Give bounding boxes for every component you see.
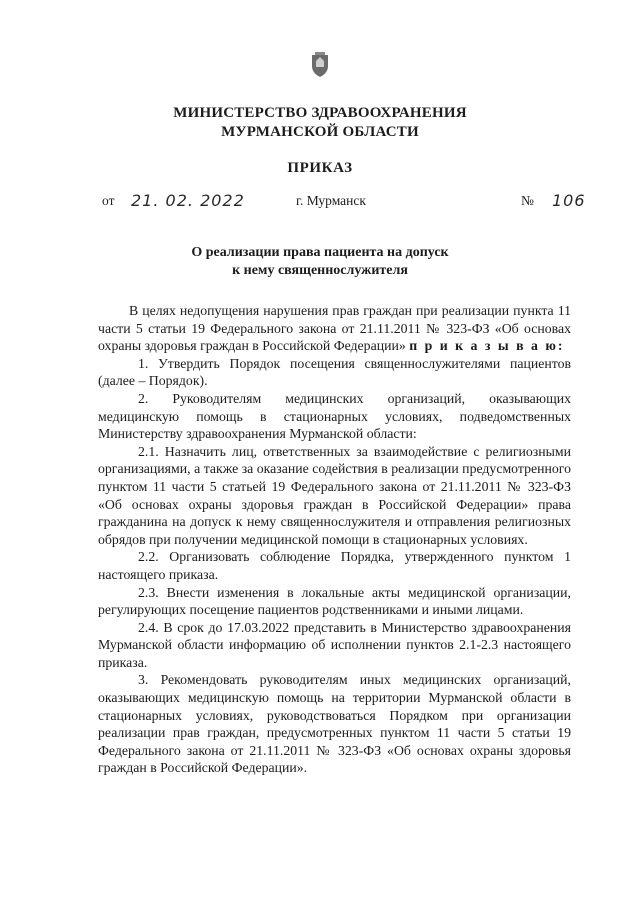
document-subject xyxy=(0,244,640,280)
item-2-1: 2.1. Назначить лиц, ответственных за взаимодействие с религиозными организациями, а также за оказание содействия в реализации предусмотренного пунктом 11 части 5 статьей 19 Федерального закона от 21.11.2011 № 323-ФЗ «Об основах охраны здоровья граждан в Российской Федерации» права гражданина на допуск к нему священнослужителя и отправления религиозных обрядов при получении медицинской помощи в стационарных условиях. xyxy=(98,443,571,547)
document-type: ПРИКАЗ xyxy=(287,160,353,176)
order-word: п р и к а з ы в а ю: xyxy=(409,338,565,354)
date-prefix: от xyxy=(102,193,115,208)
handwritten-number: 106 xyxy=(552,191,586,210)
city: г. Мурманск xyxy=(296,193,366,208)
document-body xyxy=(98,302,571,777)
subject-line-1: О реализации права пациента на допуск xyxy=(191,245,449,260)
intro-paragraph xyxy=(98,302,571,355)
item-1: 1. Утвердить Порядок посещения священнослужителями пациентов (далее – Порядок). xyxy=(98,355,571,389)
number-prefix: № xyxy=(521,193,534,208)
intro-text: В целях недопущения нарушения прав граждан при реализации пункта 11 части 5 статьи 19 Федерального закона от 21.11.2011 № 323-ФЗ «Об основах охраны здоровья граждан в Российской Федерации» xyxy=(98,303,571,354)
item-2-4: 2.4. В срок до 17.03.2022 представить в Министерство здравоохранения Мурманской области информацию об исполнении пунктов 2.1-2.3 настоящего приказа. xyxy=(98,619,571,670)
item-3: 3. Рекомендовать руководителям иных медицинских организаций, оказывающих медицинскую помощь на территории Мурманской области в стационарных условиях, руководствоваться Порядком при организации реализации прав граждан, предусмотренных пунктом 11 части 5 статьи 19 Федерального закона от 21.11.2011 № 323-ФЗ «Об основах охраны здоровья граждан в Российской Федерации». xyxy=(98,672,571,776)
subject-line-2: к нему священнослужителя xyxy=(232,263,408,278)
ministry-title xyxy=(0,104,640,142)
ministry-line-1: МИНИСТЕРСТВО ЗДРАВООХРАНЕНИЯ xyxy=(173,105,467,121)
handwritten-date: 21. 02. 2022 xyxy=(131,191,245,210)
item-2-2: 2.2. Организовать соблюдение Порядка, утвержденного пунктом 1 настоящего приказа. xyxy=(98,549,571,582)
item-2-3: 2.3. Внести изменения в локальные акты медицинской организации, регулирующих посещение пациентов родственниками и иными лицами. xyxy=(98,584,571,618)
item-2: 2. Руководителям медицинских организаций, оказывающих медицинскую помощь в стационарных условиях, подведомственных Министерству здравоохранения Мурманской области: xyxy=(98,390,571,442)
ministry-line-2: МУРМАНСКОЙ ОБЛАСТИ xyxy=(221,124,419,140)
coat-of-arms-icon xyxy=(309,52,331,78)
